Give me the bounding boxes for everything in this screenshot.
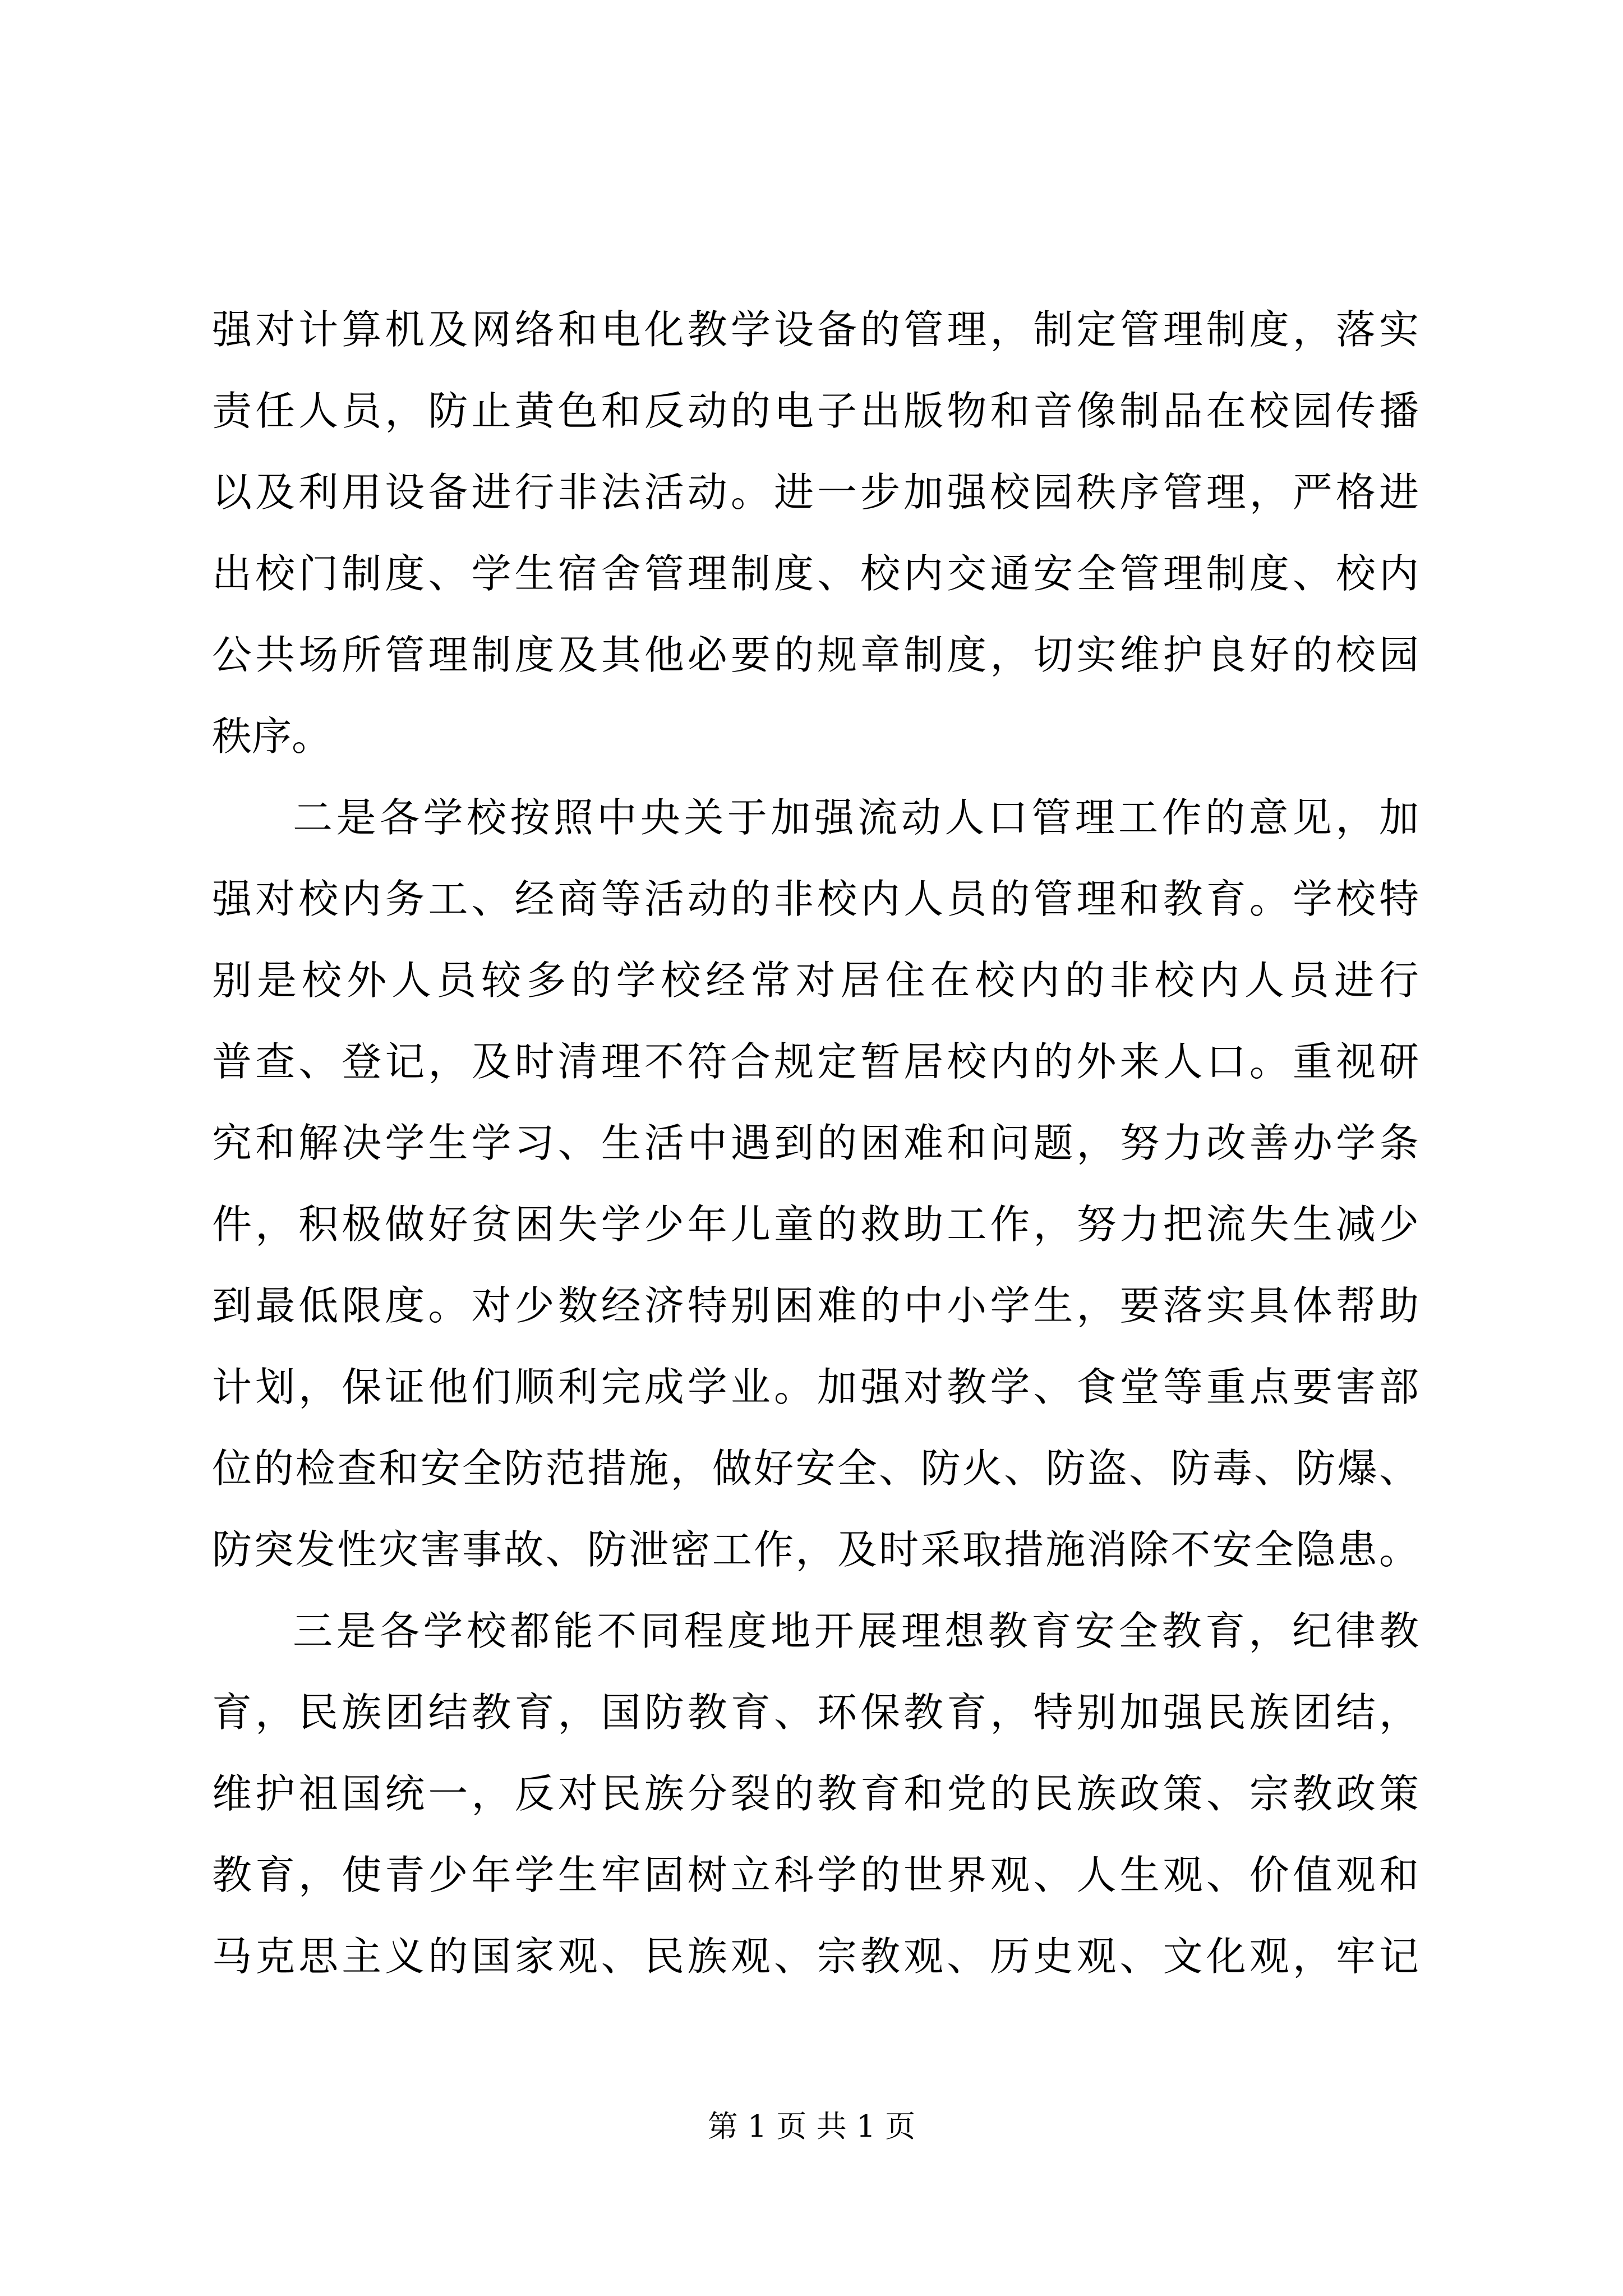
text-line: 公共场所管理制度及其他必要的规章制度，切实维护良好的校园 [212,632,1419,678]
body-text [212,289,1419,1997]
text-line: 二是各学校按照中央关于加强流动人口管理工作的意见，加 [293,794,1419,841]
text-line: 普查、登记，及时清理不符合规定暂居校内的外来人口。重视研 [212,1038,1419,1085]
text-line: 出校门制度、学生宿舍管理制度、校内交通安全管理制度、校内 [212,550,1419,597]
text-line: 计划，保证他们顺利完成学业。加强对教学、食堂等重点要害部 [212,1364,1419,1410]
text-line: 教育，使青少年学生牢固树立科学的世界观、人生观、价值观和 [212,1852,1419,1898]
text-line: 强对计算机及网络和电化教学设备的管理，制定管理制度，落实 [212,306,1419,353]
text-line: 育，民族团结教育，国防教育、环保教育，特别加强民族团结， [212,1689,1419,1736]
text-line: 秩序。 [212,713,332,760]
text-line: 别是校外人员较多的学校经常对居住在校内的非校内人员进行 [212,957,1419,1004]
text-line: 防突发性灾害事故、防泄密工作，及时采取措施消除不安全隐患。 [212,1526,1419,1573]
text-line: 以及利用设备进行非法活动。进一步加强校园秩序管理，严格进 [212,469,1419,516]
text-line: 三是各学校都能不同程度地开展理想教育安全教育，纪律教 [293,1608,1419,1654]
text-line: 维护祖国统一，反对民族分裂的教育和党的民族政策、宗教政策 [212,1770,1419,1817]
text-line: 马克思主义的国家观、民族观、宗教观、历史观、文化观，牢记 [212,1933,1419,1980]
text-line: 到最低限度。对少数经济特别困难的中小学生，要落实具体帮助 [212,1282,1419,1329]
text-line: 责任人员，防止黄色和反动的电子出版物和音像制品在校园传播 [212,388,1419,434]
text-line: 究和解决学生学习、生活中遇到的困难和问题，努力改善办学条 [212,1120,1419,1166]
page-footer: 第 1 页 共 1 页 [707,2109,916,2144]
text-line: 件，积极做好贫困失学少年儿童的救助工作，努力把流失生减少 [212,1201,1419,1248]
text-line: 强对校内务工、经商等活动的非校内人员的管理和教育。学校特 [212,876,1419,922]
text-line: 位的检查和安全防范措施，做好安全、防火、防盗、防毒、防爆、 [212,1445,1419,1492]
